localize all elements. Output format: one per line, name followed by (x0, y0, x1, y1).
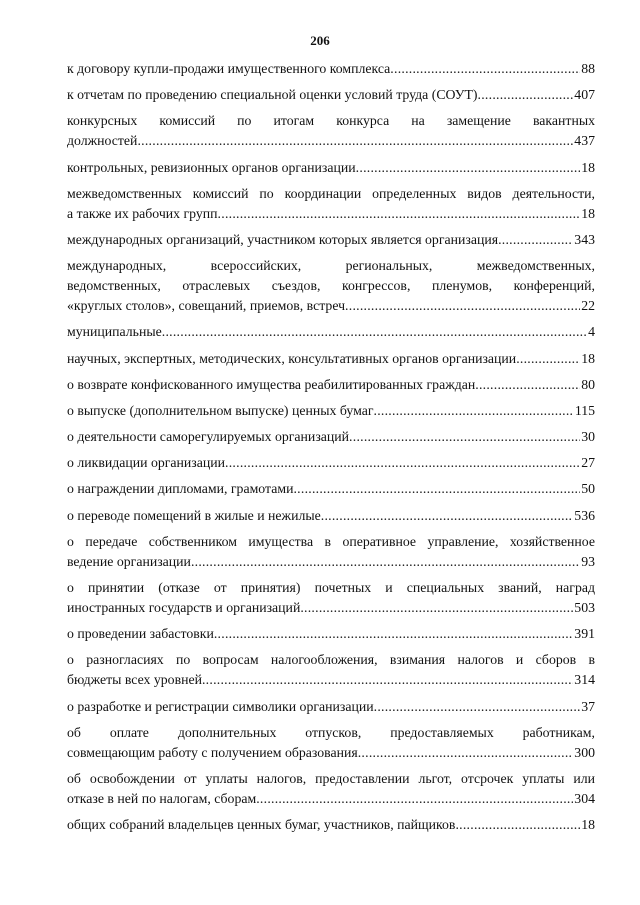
page-reference: 314 (574, 672, 595, 688)
index-entry (67, 401, 595, 421)
entry-text: конкурсных комиссий по итогам конкурса на замещение вакантных (67, 113, 595, 129)
entry-line (67, 552, 595, 572)
page-reference: 18 (581, 817, 595, 833)
index-entry (67, 624, 595, 644)
entry-line (67, 670, 595, 690)
page-reference: 37 (581, 698, 595, 714)
dot-leader (256, 789, 573, 809)
entry-text: должностей (67, 133, 138, 149)
entry-text: к отчетам по проведению специальной оценки условий труда (СОУТ) (67, 87, 478, 103)
entry-text: об освобождении от уплаты налогов, предоставлении льгот, отсрочек уплаты или (67, 770, 595, 786)
entry-text: о выпуске (дополнительном выпуске) ценных бумаг (67, 402, 374, 418)
entry-line (67, 624, 595, 644)
page-reference: 437 (574, 133, 595, 149)
index-entry (67, 184, 595, 224)
entry-text: об оплате дополнительных отпусков, предоставляемых работникам, (67, 724, 595, 740)
entry-line (67, 256, 595, 276)
page-reference: 18 (581, 159, 595, 175)
entry-line (67, 111, 595, 131)
entry-line (67, 743, 595, 763)
entry-line (67, 322, 595, 342)
page-reference: 407 (574, 87, 595, 103)
entry-text: о разработке и регистрации символики организации (67, 698, 374, 714)
entry-text: о проведении забастовки (67, 626, 214, 642)
page-reference: 18 (581, 350, 595, 366)
index-entry (67, 697, 595, 717)
entry-text: международных, всероссийских, региональных, межведомственных, (67, 258, 595, 274)
index-entry (67, 322, 595, 342)
page-reference: 18 (581, 205, 595, 221)
entry-text: контрольных, ревизионных органов организации (67, 159, 356, 175)
dot-leader (356, 158, 581, 178)
entry-text: о передаче собственником имущества в оперативное управление, хозяйственное (67, 533, 595, 549)
index-entry (67, 158, 595, 178)
page-reference: 22 (581, 298, 595, 314)
entry-text: о ликвидации организации (67, 455, 226, 471)
entry-text: муниципальные (67, 324, 162, 340)
page-reference: 4 (588, 324, 595, 340)
entry-line (67, 427, 595, 447)
entry-line (67, 697, 595, 717)
page-number: 206 (310, 33, 330, 48)
dot-leader (293, 479, 580, 499)
entry-text: о награждении дипломами, грамотами (67, 481, 294, 497)
dot-leader (214, 624, 573, 644)
dot-leader (162, 322, 587, 342)
entry-line (67, 401, 595, 421)
dot-leader (345, 296, 580, 316)
entry-line (67, 296, 595, 316)
entry-text: о деятельности саморегулируемых организаций (67, 429, 350, 445)
index-entry (67, 723, 595, 763)
entry-line (67, 532, 595, 552)
entry-line (67, 59, 595, 79)
dot-leader (498, 230, 573, 250)
dot-leader (475, 375, 580, 395)
dot-leader (300, 598, 573, 618)
index-entry (67, 479, 595, 499)
entry-line (67, 375, 595, 395)
entry-line (67, 723, 595, 743)
entry-text: о переводе помещений в жилые и нежилые (67, 507, 321, 523)
entry-text: ведение организации (67, 553, 191, 569)
entry-line (67, 184, 595, 204)
dot-leader (358, 743, 574, 763)
dot-leader (516, 349, 580, 369)
entry-line (67, 578, 595, 598)
entry-text: о возврате конфискованного имущества реабилитированных граждан (67, 376, 476, 392)
entry-text: межведомственных комиссий по координации определенных видов деятельности, (67, 185, 595, 201)
entry-line (67, 131, 595, 151)
index-entry (67, 769, 595, 809)
entry-line (67, 276, 595, 296)
entry-text: совмещающим работу с получением образования (67, 744, 358, 760)
dot-leader (137, 131, 573, 151)
page-reference: 536 (574, 507, 595, 523)
index-entry (67, 349, 595, 369)
entry-line (67, 815, 595, 835)
dot-leader (191, 552, 580, 572)
entry-text: а также их рабочих групп (67, 205, 218, 221)
index-entry (67, 256, 595, 316)
page-reference: 80 (581, 376, 595, 392)
dot-leader (478, 85, 574, 105)
dot-leader (349, 427, 580, 447)
entry-text: о принятии (отказе от принятия) почетных и специальных званий, наград (67, 580, 595, 595)
index-entry (67, 59, 595, 79)
entry-text: к договору купли-продажи имущественного комплекса (67, 61, 391, 76)
dot-leader (390, 59, 580, 79)
index-entry (67, 375, 595, 395)
entry-text: бюджеты всех уровней (67, 672, 202, 688)
page-reference: 343 (574, 231, 595, 247)
entry-line (67, 769, 595, 789)
index-list (67, 59, 595, 841)
index-entry (67, 506, 595, 526)
entry-text: отказе в ней по налогам, сборам (67, 790, 257, 806)
entry-line (67, 453, 595, 473)
entry-text: «круглых столов», совещаний, приемов, встреч (67, 298, 346, 314)
entry-line (67, 204, 595, 224)
page-reference: 88 (581, 61, 595, 76)
entry-line (67, 506, 595, 526)
index-entry (67, 578, 595, 618)
entry-text: иностранных государств и организаций (67, 600, 301, 615)
entry-line (67, 650, 595, 670)
index-entry (67, 85, 595, 105)
entry-line (67, 158, 595, 178)
dot-leader (225, 453, 580, 473)
dot-leader (321, 506, 574, 526)
dot-leader (455, 815, 580, 835)
index-entry (67, 650, 595, 690)
page-reference: 300 (574, 744, 595, 760)
index-entry (67, 815, 595, 835)
index-entry (67, 230, 595, 250)
entry-text: международных организаций, участником которых является организация (67, 231, 499, 247)
entry-text: ведомственных, отраслевых съездов, конгрессов, пленумов, конференций, (67, 278, 595, 294)
page-reference: 391 (574, 626, 595, 642)
index-entry (67, 532, 595, 572)
entry-line (67, 789, 595, 809)
entry-line (67, 479, 595, 499)
index-entry (67, 427, 595, 447)
dot-leader (374, 401, 574, 421)
dot-leader (374, 697, 581, 717)
entry-line (67, 598, 595, 618)
page-reference: 30 (581, 429, 595, 445)
entry-text: научных, экспертных, методических, консультативных органов организации (67, 350, 517, 366)
page-reference: 115 (574, 402, 595, 418)
dot-leader (202, 670, 573, 690)
entry-line (67, 349, 595, 369)
page-reference: 304 (574, 790, 595, 806)
page-reference: 93 (581, 553, 595, 569)
page-reference: 27 (581, 455, 595, 471)
index-entry (67, 453, 595, 473)
entry-text: общих собраний владельцев ценных бумаг, участников, пайщиков (67, 817, 456, 833)
entry-line (67, 230, 595, 250)
page-reference: 50 (581, 481, 595, 497)
entry-line (67, 85, 595, 105)
page-reference: 503 (574, 600, 595, 615)
index-entry (67, 111, 595, 151)
dot-leader (218, 204, 581, 224)
entry-text: о разногласиях по вопросам налогообложения, взимания налогов и сборов в (67, 652, 595, 668)
